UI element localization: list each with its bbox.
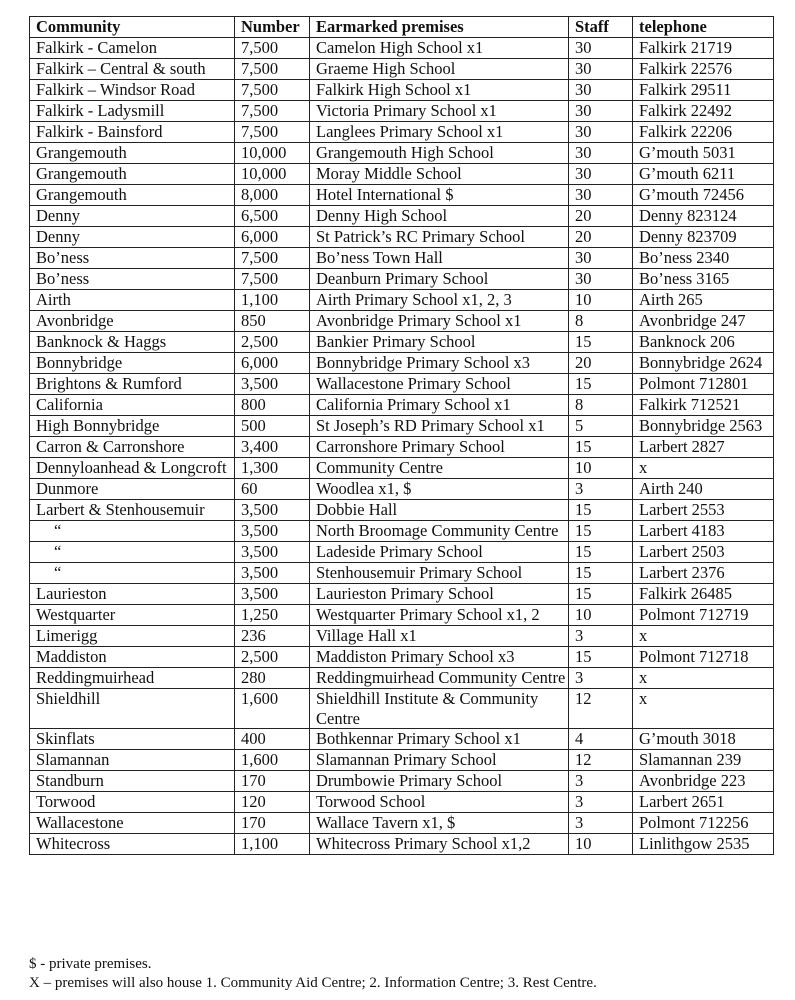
table-row xyxy=(30,626,774,647)
cell-staff: 15 xyxy=(569,374,633,395)
cell-staff: 12 xyxy=(569,750,633,771)
cell-telephone: Avonbridge 223 xyxy=(633,771,774,792)
cell-telephone: G’mouth 6211 xyxy=(633,164,774,185)
cell-community: Bo’ness xyxy=(30,269,235,290)
cell-community: Falkirk - Ladysmill xyxy=(30,101,235,122)
cell-number: 7,500 xyxy=(235,269,310,290)
table-row xyxy=(30,269,774,290)
cell-telephone: Falkirk 22492 xyxy=(633,101,774,122)
cell-premises: Bonnybridge Primary School x3 xyxy=(310,353,569,374)
table-row xyxy=(30,227,774,248)
cell-premises: Hotel International $ xyxy=(310,185,569,206)
cell-telephone: G’mouth 72456 xyxy=(633,185,774,206)
header-telephone: telephone xyxy=(633,17,774,38)
table-row xyxy=(30,416,774,437)
premises-table xyxy=(29,16,774,855)
cell-premises: Wallacestone Primary School xyxy=(310,374,569,395)
cell-staff: 8 xyxy=(569,311,633,332)
cell-number: 6,000 xyxy=(235,227,310,248)
header-community: Community xyxy=(30,17,235,38)
cell-telephone: Larbert 2827 xyxy=(633,437,774,458)
header-number: Number xyxy=(235,17,310,38)
cell-number: 170 xyxy=(235,813,310,834)
cell-staff: 30 xyxy=(569,269,633,290)
cell-premises: North Broomage Community Centre xyxy=(310,521,569,542)
cell-number: 2,500 xyxy=(235,647,310,668)
cell-premises: Reddingmuirhead Community Centre xyxy=(310,668,569,689)
cell-community: Falkirk – Windsor Road xyxy=(30,80,235,101)
cell-number: 7,500 xyxy=(235,59,310,80)
cell-premises: Bo’ness Town Hall xyxy=(310,248,569,269)
cell-premises: Langlees Primary School x1 xyxy=(310,122,569,143)
table-row xyxy=(30,185,774,206)
cell-staff: 15 xyxy=(569,437,633,458)
cell-staff: 20 xyxy=(569,227,633,248)
cell-number: 7,500 xyxy=(235,122,310,143)
cell-staff: 30 xyxy=(569,59,633,80)
cell-community: “ xyxy=(30,542,235,563)
cell-staff: 5 xyxy=(569,416,633,437)
cell-premises: Community Centre xyxy=(310,458,569,479)
cell-number: 10,000 xyxy=(235,164,310,185)
cell-number: 3,500 xyxy=(235,542,310,563)
table-row xyxy=(30,563,774,584)
cell-premises: Maddiston Primary School x3 xyxy=(310,647,569,668)
cell-community: Denny xyxy=(30,206,235,227)
cell-premises: Bothkennar Primary School x1 xyxy=(310,729,569,750)
cell-premises: Wallace Tavern x1, $ xyxy=(310,813,569,834)
table-row xyxy=(30,311,774,332)
header-staff: Staff xyxy=(569,17,633,38)
cell-premises: Whitecross Primary School x1,2 xyxy=(310,834,569,855)
cell-telephone: x xyxy=(633,668,774,689)
cell-number: 3,400 xyxy=(235,437,310,458)
cell-telephone: Slamannan 239 xyxy=(633,750,774,771)
cell-community: Shieldhill xyxy=(30,689,235,729)
cell-number: 2,500 xyxy=(235,332,310,353)
table-row xyxy=(30,750,774,771)
cell-community: Falkirk - Bainsford xyxy=(30,122,235,143)
cell-number: 1,600 xyxy=(235,750,310,771)
table-row xyxy=(30,353,774,374)
cell-staff: 15 xyxy=(569,647,633,668)
cell-number: 1,100 xyxy=(235,290,310,311)
cell-staff: 15 xyxy=(569,332,633,353)
table-row xyxy=(30,584,774,605)
table-row xyxy=(30,59,774,80)
cell-premises: Graeme High School xyxy=(310,59,569,80)
cell-community: Torwood xyxy=(30,792,235,813)
cell-community: Avonbridge xyxy=(30,311,235,332)
cell-number: 400 xyxy=(235,729,310,750)
cell-staff: 3 xyxy=(569,626,633,647)
cell-staff: 15 xyxy=(569,500,633,521)
cell-community: California xyxy=(30,395,235,416)
cell-number: 850 xyxy=(235,311,310,332)
cell-community: Laurieston xyxy=(30,584,235,605)
cell-number: 10,000 xyxy=(235,143,310,164)
cell-number: 500 xyxy=(235,416,310,437)
table-row xyxy=(30,479,774,500)
cell-staff: 15 xyxy=(569,563,633,584)
cell-premises: Ladeside Primary School xyxy=(310,542,569,563)
header-premises: Earmarked premises xyxy=(310,17,569,38)
table-row xyxy=(30,771,774,792)
cell-community: Falkirk - Camelon xyxy=(30,38,235,59)
cell-telephone: G’mouth 3018 xyxy=(633,729,774,750)
table-row xyxy=(30,792,774,813)
cell-number: 170 xyxy=(235,771,310,792)
cell-community: “ xyxy=(30,521,235,542)
cell-community: Carron & Carronshore xyxy=(30,437,235,458)
table-row xyxy=(30,332,774,353)
cell-staff: 3 xyxy=(569,792,633,813)
table-row xyxy=(30,500,774,521)
table-row xyxy=(30,290,774,311)
cell-telephone: Falkirk 712521 xyxy=(633,395,774,416)
cell-staff: 12 xyxy=(569,689,633,729)
cell-number: 7,500 xyxy=(235,101,310,122)
cell-telephone: Bo’ness 3165 xyxy=(633,269,774,290)
cell-premises: Westquarter Primary School x1, 2 xyxy=(310,605,569,626)
cell-staff: 10 xyxy=(569,458,633,479)
cell-staff: 30 xyxy=(569,38,633,59)
table-row xyxy=(30,80,774,101)
cell-telephone: Bonnybridge 2563 xyxy=(633,416,774,437)
cell-number: 1,100 xyxy=(235,834,310,855)
cell-telephone: Larbert 2376 xyxy=(633,563,774,584)
cell-premises: Shieldhill Institute & Community Centre xyxy=(310,689,569,729)
cell-premises: Victoria Primary School x1 xyxy=(310,101,569,122)
table-row xyxy=(30,206,774,227)
cell-telephone: Falkirk 29511 xyxy=(633,80,774,101)
cell-telephone: Falkirk 26485 xyxy=(633,584,774,605)
cell-staff: 10 xyxy=(569,834,633,855)
cell-telephone: x xyxy=(633,626,774,647)
cell-community: Maddiston xyxy=(30,647,235,668)
footnotes xyxy=(29,955,597,993)
cell-number: 1,300 xyxy=(235,458,310,479)
cell-telephone: x xyxy=(633,458,774,479)
cell-telephone: Polmont 712719 xyxy=(633,605,774,626)
cell-staff: 15 xyxy=(569,542,633,563)
cell-number: 8,000 xyxy=(235,185,310,206)
cell-community: Westquarter xyxy=(30,605,235,626)
cell-staff: 30 xyxy=(569,248,633,269)
cell-premises: Laurieston Primary School xyxy=(310,584,569,605)
footnote-private-premises: $ - private premises. xyxy=(29,956,152,972)
cell-number: 280 xyxy=(235,668,310,689)
cell-premises: Avonbridge Primary School x1 xyxy=(310,311,569,332)
table-row xyxy=(30,143,774,164)
cell-number: 120 xyxy=(235,792,310,813)
table-row xyxy=(30,122,774,143)
cell-community: Bo’ness xyxy=(30,248,235,269)
cell-community: Limerigg xyxy=(30,626,235,647)
cell-premises: Deanburn Primary School xyxy=(310,269,569,290)
cell-number: 7,500 xyxy=(235,38,310,59)
cell-staff: 3 xyxy=(569,813,633,834)
cell-community: Grangemouth xyxy=(30,164,235,185)
cell-staff: 8 xyxy=(569,395,633,416)
cell-number: 7,500 xyxy=(235,248,310,269)
cell-telephone: G’mouth 5031 xyxy=(633,143,774,164)
cell-premises: Denny High School xyxy=(310,206,569,227)
cell-staff: 3 xyxy=(569,479,633,500)
cell-community: Whitecross xyxy=(30,834,235,855)
cell-community: Wallacestone xyxy=(30,813,235,834)
cell-premises: Village Hall x1 xyxy=(310,626,569,647)
cell-community: High Bonnybridge xyxy=(30,416,235,437)
cell-community: Grangemouth xyxy=(30,185,235,206)
cell-community: Airth xyxy=(30,290,235,311)
cell-community: Slamannan xyxy=(30,750,235,771)
cell-number: 3,500 xyxy=(235,563,310,584)
table-row xyxy=(30,248,774,269)
cell-staff: 3 xyxy=(569,668,633,689)
cell-premises: Stenhousemuir Primary School xyxy=(310,563,569,584)
cell-community: Falkirk – Central & south xyxy=(30,59,235,80)
table-body xyxy=(30,38,774,855)
cell-premises: Airth Primary School x1, 2, 3 xyxy=(310,290,569,311)
header-row xyxy=(30,17,774,38)
cell-number: 800 xyxy=(235,395,310,416)
cell-telephone: Polmont 712256 xyxy=(633,813,774,834)
cell-staff: 30 xyxy=(569,101,633,122)
cell-telephone: Falkirk 22576 xyxy=(633,59,774,80)
cell-staff: 30 xyxy=(569,80,633,101)
cell-number: 7,500 xyxy=(235,80,310,101)
table-row xyxy=(30,458,774,479)
table-row xyxy=(30,647,774,668)
cell-number: 60 xyxy=(235,479,310,500)
cell-telephone: Larbert 2651 xyxy=(633,792,774,813)
cell-number: 3,500 xyxy=(235,374,310,395)
cell-premises: Woodlea x1, $ xyxy=(310,479,569,500)
cell-premises: St Joseph’s RD Primary School x1 xyxy=(310,416,569,437)
table-row xyxy=(30,437,774,458)
footnote-premises-house: X – premises will also house 1. Community Aid Centre; 2. Information Centre; 3. Rest Centre. xyxy=(29,975,597,991)
cell-telephone: Airth 265 xyxy=(633,290,774,311)
cell-staff: 10 xyxy=(569,290,633,311)
cell-number: 6,500 xyxy=(235,206,310,227)
cell-number: 236 xyxy=(235,626,310,647)
cell-telephone: Falkirk 22206 xyxy=(633,122,774,143)
cell-number: 3,500 xyxy=(235,500,310,521)
cell-staff: 30 xyxy=(569,122,633,143)
cell-staff: 20 xyxy=(569,206,633,227)
table-row xyxy=(30,374,774,395)
cell-premises: Bankier Primary School xyxy=(310,332,569,353)
cell-community: Standburn xyxy=(30,771,235,792)
cell-premises: Camelon High School x1 xyxy=(310,38,569,59)
cell-premises: Torwood School xyxy=(310,792,569,813)
cell-telephone: Falkirk 21719 xyxy=(633,38,774,59)
table-row xyxy=(30,164,774,185)
cell-telephone: Denny 823709 xyxy=(633,227,774,248)
cell-staff: 15 xyxy=(569,521,633,542)
cell-number: 3,500 xyxy=(235,521,310,542)
cell-number: 1,600 xyxy=(235,689,310,729)
cell-community: Dennyloanhead & Longcroft xyxy=(30,458,235,479)
table-row xyxy=(30,38,774,59)
cell-community: Brightons & Rumford xyxy=(30,374,235,395)
cell-telephone: Linlithgow 2535 xyxy=(633,834,774,855)
table-row xyxy=(30,729,774,750)
cell-staff: 20 xyxy=(569,353,633,374)
cell-community: Bonnybridge xyxy=(30,353,235,374)
cell-premises: Drumbowie Primary School xyxy=(310,771,569,792)
cell-number: 3,500 xyxy=(235,584,310,605)
cell-premises: Moray Middle School xyxy=(310,164,569,185)
cell-staff: 10 xyxy=(569,605,633,626)
cell-community: Dunmore xyxy=(30,479,235,500)
cell-telephone: Polmont 712718 xyxy=(633,647,774,668)
cell-premises: St Patrick’s RC Primary School xyxy=(310,227,569,248)
cell-community: Skinflats xyxy=(30,729,235,750)
cell-telephone: Airth 240 xyxy=(633,479,774,500)
cell-telephone: Larbert 4183 xyxy=(633,521,774,542)
cell-premises: Grangemouth High School xyxy=(310,143,569,164)
cell-premises: Carronshore Primary School xyxy=(310,437,569,458)
table-row xyxy=(30,542,774,563)
table-row xyxy=(30,668,774,689)
cell-staff: 4 xyxy=(569,729,633,750)
cell-community: Grangemouth xyxy=(30,143,235,164)
cell-premises: Dobbie Hall xyxy=(310,500,569,521)
cell-telephone: Larbert 2553 xyxy=(633,500,774,521)
cell-community: “ xyxy=(30,563,235,584)
cell-telephone: Larbert 2503 xyxy=(633,542,774,563)
cell-staff: 30 xyxy=(569,185,633,206)
cell-telephone: Banknock 206 xyxy=(633,332,774,353)
table-row xyxy=(30,689,774,729)
cell-telephone: Denny 823124 xyxy=(633,206,774,227)
cell-premises: Slamannan Primary School xyxy=(310,750,569,771)
cell-telephone: Avonbridge 247 xyxy=(633,311,774,332)
cell-community: Larbert & Stenhousemuir xyxy=(30,500,235,521)
cell-community: Denny xyxy=(30,227,235,248)
cell-telephone: Bonnybridge 2624 xyxy=(633,353,774,374)
cell-community: Reddingmuirhead xyxy=(30,668,235,689)
table-row xyxy=(30,521,774,542)
cell-community: Banknock & Haggs xyxy=(30,332,235,353)
table-row xyxy=(30,813,774,834)
cell-telephone: Polmont 712801 xyxy=(633,374,774,395)
cell-number: 6,000 xyxy=(235,353,310,374)
cell-staff: 30 xyxy=(569,164,633,185)
cell-staff: 3 xyxy=(569,771,633,792)
cell-premises: Falkirk High School x1 xyxy=(310,80,569,101)
cell-telephone: Bo’ness 2340 xyxy=(633,248,774,269)
cell-telephone: x xyxy=(633,689,774,729)
table-row xyxy=(30,834,774,855)
cell-premises: California Primary School x1 xyxy=(310,395,569,416)
cell-staff: 30 xyxy=(569,143,633,164)
table-row xyxy=(30,395,774,416)
table-row xyxy=(30,605,774,626)
cell-staff: 15 xyxy=(569,584,633,605)
cell-number: 1,250 xyxy=(235,605,310,626)
table-row xyxy=(30,101,774,122)
